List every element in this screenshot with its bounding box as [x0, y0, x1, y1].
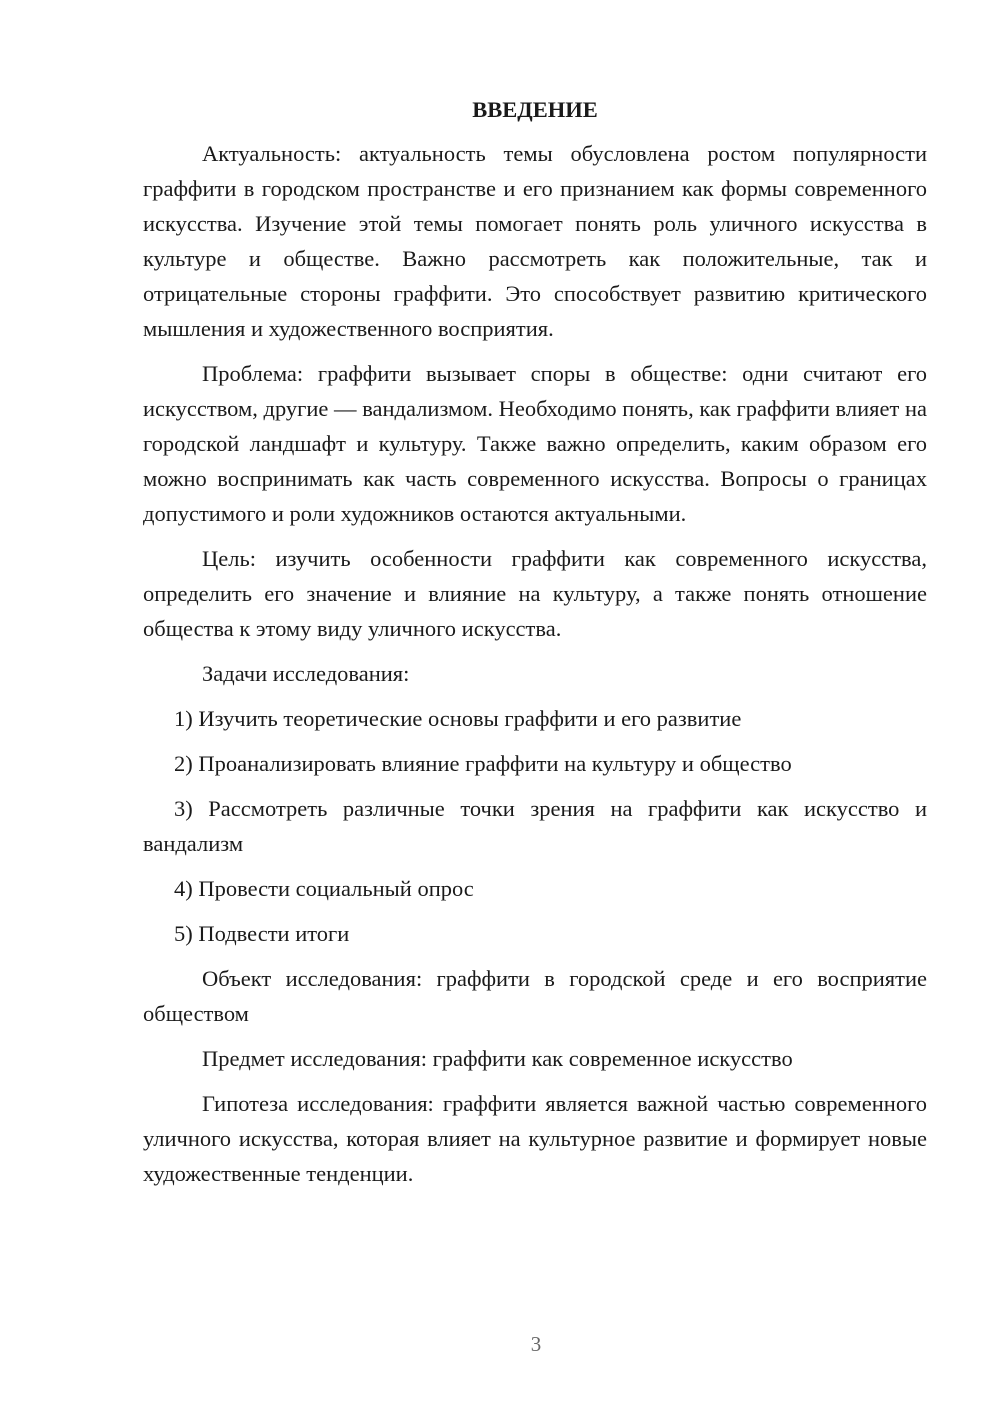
task-item: 3) Рассмотреть различные точки зрения на граффити как искусство и вандализм: [143, 796, 927, 856]
task-item: 5) Подвести итоги: [174, 921, 350, 946]
task-item: 1) Изучить теоретические основы граффити и его развитие: [174, 706, 742, 731]
relevance-paragraph: Актуальность: актуальность темы обусловлена ростом популярности граффити в городском пространстве и его признанием как формы современного искусства. Изучение этой темы помогает понять роль уличного искусства в культуре и обществе. Важно рассмотреть как положительные, так и отрицательные стороны граффити. Это способствует развитию критического мышления и художественного восприятия.: [143, 141, 927, 341]
page-number: 3: [530, 1332, 542, 1356]
tasks-heading: Задачи исследования:: [202, 661, 410, 686]
problem-paragraph: Проблема: граффити вызывает споры в обществе: одни считают его искусством, другие — вандализмом. Необходимо понять, как граффити влияет на городской ландшафт и культуру. Также важно определить, каким образом его можно воспринимать как часть современного искусства. Вопросы о границах допустимого и роли художников остаются актуальными.: [143, 361, 927, 526]
hypothesis-paragraph: Гипотеза исследования: граффити является важной частью современного уличного искусства, которая влияет на культурное развитие и формирует новые художественные тенденции.: [143, 1091, 927, 1186]
goal-paragraph: Цель: изучить особенности граффити как современного искусства, определить его значение и влияние на культуру, а также понять отношение общества к этому виду уличного искусства.: [143, 546, 927, 641]
section-title: ВВЕДЕНИЕ: [472, 97, 598, 122]
task-item: 4) Провести социальный опрос: [174, 876, 474, 901]
research-object-paragraph: Объект исследования: граффити в городской среде и его восприятие обществом: [143, 966, 927, 1026]
page-content: [143, 94, 927, 1201]
task-item: 2) Проанализировать влияние граффити на культуру и общество: [174, 751, 792, 776]
research-subject-paragraph: Предмет исследования: граффити как современное искусство: [202, 1046, 793, 1071]
